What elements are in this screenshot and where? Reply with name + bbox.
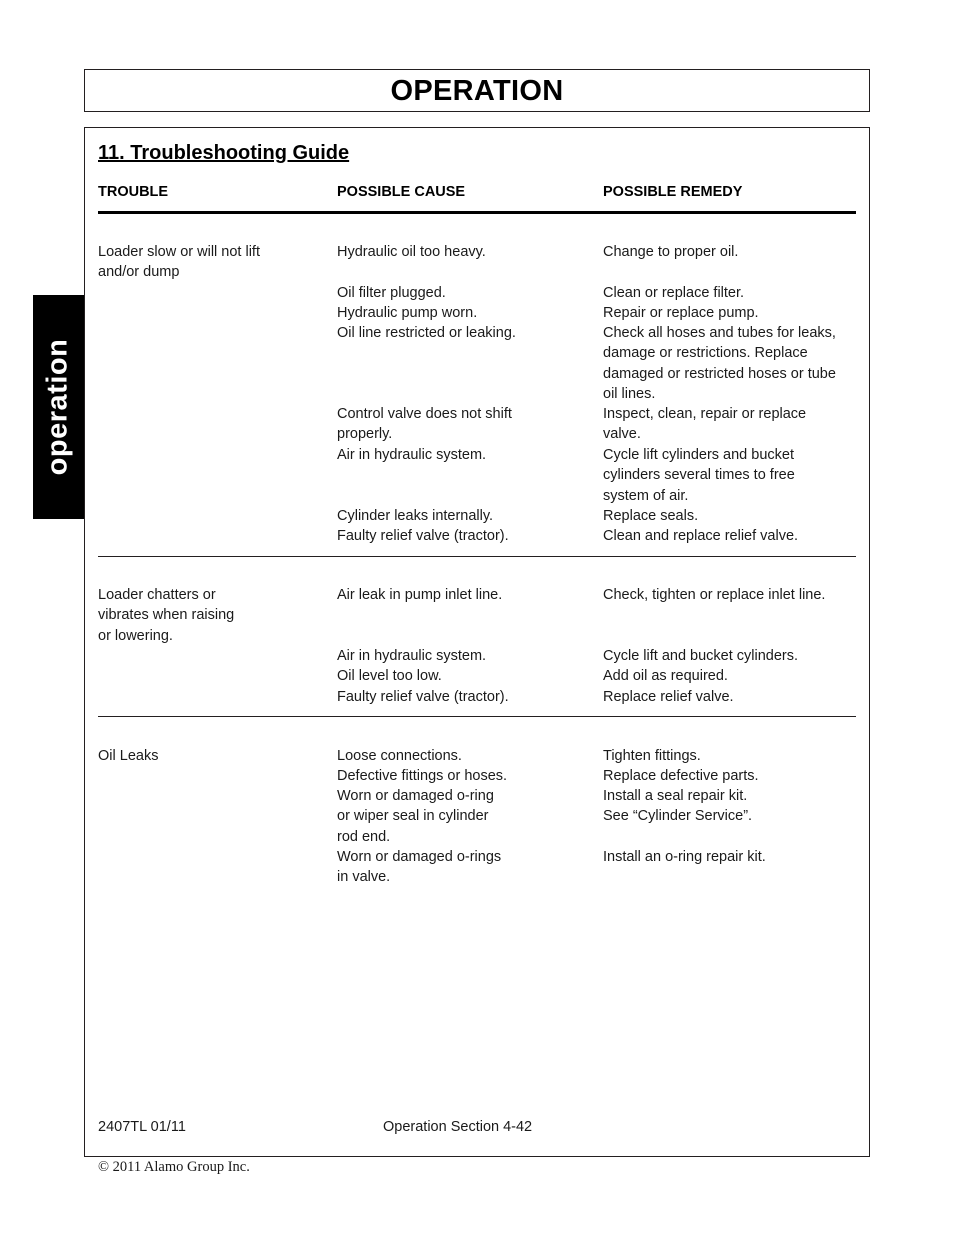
remedy-cell <box>603 766 858 786</box>
remedy-line: damage or restrictions. Replace <box>603 345 808 362</box>
cause-line: in valve. <box>337 869 391 886</box>
cause-line: Faulty relief valve (tractor). <box>337 689 509 705</box>
trouble-line: and/or dump <box>98 264 180 281</box>
group-divider <box>98 716 856 717</box>
remedy-line: Install a seal repair kit. <box>603 788 748 804</box>
side-tab-label: operation <box>41 338 74 476</box>
remedy-cell <box>603 786 858 827</box>
cause-cell <box>337 585 587 605</box>
cause-cell <box>337 283 587 303</box>
remedy-cell <box>603 506 858 526</box>
remedy-line: damaged or restricted hoses or tube <box>603 365 836 382</box>
page-header-title: OPERATION <box>390 75 564 107</box>
remedy-cell <box>603 445 858 506</box>
remedy-line: Check all hoses and tubes for leaks, <box>603 325 836 341</box>
cause-line: Loose connections. <box>337 748 462 764</box>
cause-line: Worn or damaged o-ring <box>337 788 494 804</box>
remedy-line: Install an o-ring repair kit. <box>603 849 766 865</box>
cause-line: Oil line restricted or leaking. <box>337 325 516 341</box>
remedy-cell <box>603 847 858 867</box>
cause-line: Cylinder leaks internally. <box>337 508 494 524</box>
remedy-cell <box>603 242 858 262</box>
trouble-line: Loader chatters or <box>98 587 216 603</box>
group-divider <box>98 556 856 557</box>
cause-line: Oil filter plugged. <box>337 285 446 301</box>
cause-line: Hydraulic pump worn. <box>337 305 478 321</box>
remedy-line: Change to proper oil. <box>603 244 739 260</box>
remedy-cell <box>603 404 858 445</box>
cause-line: Control valve does not shift <box>337 406 512 422</box>
remedy-line: Add oil as required. <box>603 668 728 684</box>
cause-line: or wiper seal in cylinder <box>337 808 489 825</box>
cause-cell <box>337 847 587 888</box>
cause-cell <box>337 506 587 526</box>
cause-cell <box>337 646 587 666</box>
remedy-cell <box>603 526 858 546</box>
cause-line: properly. <box>337 426 393 443</box>
remedy-cell <box>603 283 858 303</box>
remedy-line: Repair or replace pump. <box>603 305 759 321</box>
trouble-cell <box>98 242 298 283</box>
remedy-line: See “Cylinder Service”. <box>603 808 753 825</box>
remedy-cell <box>603 666 858 686</box>
cause-cell <box>337 786 587 847</box>
remedy-line: Replace defective parts. <box>603 768 759 784</box>
remedy-line: cylinders several times to free <box>603 467 795 484</box>
cause-cell <box>337 445 587 465</box>
remedy-line: valve. <box>603 426 641 443</box>
cause-cell <box>337 666 587 686</box>
trouble-line: vibrates when raising <box>98 607 235 624</box>
footer-page-number: Operation Section 4-42 <box>383 1119 533 1135</box>
cause-cell <box>337 303 587 323</box>
cause-line: Worn or damaged o-rings <box>337 849 502 865</box>
trouble-line: or lowering. <box>98 627 173 644</box>
cause-line: Defective fittings or hoses. <box>337 768 508 784</box>
trouble-line: Oil Leaks <box>98 748 159 764</box>
remedy-cell <box>603 687 858 707</box>
cause-line: Faulty relief valve (tractor). <box>337 528 509 544</box>
cause-cell <box>337 746 587 766</box>
remedy-line: Clean and replace relief valve. <box>603 528 799 544</box>
column-header-remedy: POSSIBLE REMEDY <box>603 184 743 200</box>
cause-cell <box>337 404 587 445</box>
trouble-line: Loader slow or will not lift <box>98 244 260 260</box>
copyright-notice: © 2011 Alamo Group Inc. <box>98 1159 250 1175</box>
remedy-line: oil lines. <box>603 385 656 402</box>
page-header-box <box>84 69 870 112</box>
column-header-trouble: TROUBLE <box>98 184 169 200</box>
trouble-cell <box>98 585 298 646</box>
remedy-cell <box>603 323 858 404</box>
side-section-tab <box>33 295 84 519</box>
remedy-cell <box>603 646 858 666</box>
cause-cell <box>337 687 587 707</box>
remedy-line: Clean or replace filter. <box>603 285 745 301</box>
cause-line: Air leak in pump inlet line. <box>337 587 503 603</box>
remedy-line: Cycle lift cylinders and bucket <box>603 447 794 463</box>
section-title: 11. Troubleshooting Guide <box>98 142 350 164</box>
cause-cell <box>337 526 587 546</box>
footer-model: 2407TL 01/11 <box>98 1119 186 1135</box>
remedy-cell <box>603 746 858 766</box>
cause-line: Air in hydraulic system. <box>337 648 487 664</box>
remedy-line: Tighten fittings. <box>603 748 701 764</box>
cause-cell <box>337 242 587 262</box>
remedy-line: Replace relief valve. <box>603 689 734 705</box>
cause-cell <box>337 766 587 786</box>
cause-line: rod end. <box>337 828 391 845</box>
trouble-cell <box>98 746 298 766</box>
cause-line: Hydraulic oil too heavy. <box>337 244 486 260</box>
cause-line: Oil level too low. <box>337 668 442 684</box>
remedy-line: Check, tighten or replace inlet line. <box>603 587 826 603</box>
remedy-line: Replace seals. <box>603 508 699 524</box>
remedy-line: Inspect, clean, repair or replace <box>603 406 807 422</box>
remedy-cell <box>603 585 858 605</box>
cause-cell <box>337 323 587 343</box>
column-header-cause: POSSIBLE CAUSE <box>337 184 466 200</box>
remedy-line: Cycle lift and bucket cylinders. <box>603 648 799 664</box>
header-rule <box>98 211 856 214</box>
remedy-cell <box>603 303 858 323</box>
remedy-line: system of air. <box>603 487 689 504</box>
cause-line: Air in hydraulic system. <box>337 447 487 463</box>
